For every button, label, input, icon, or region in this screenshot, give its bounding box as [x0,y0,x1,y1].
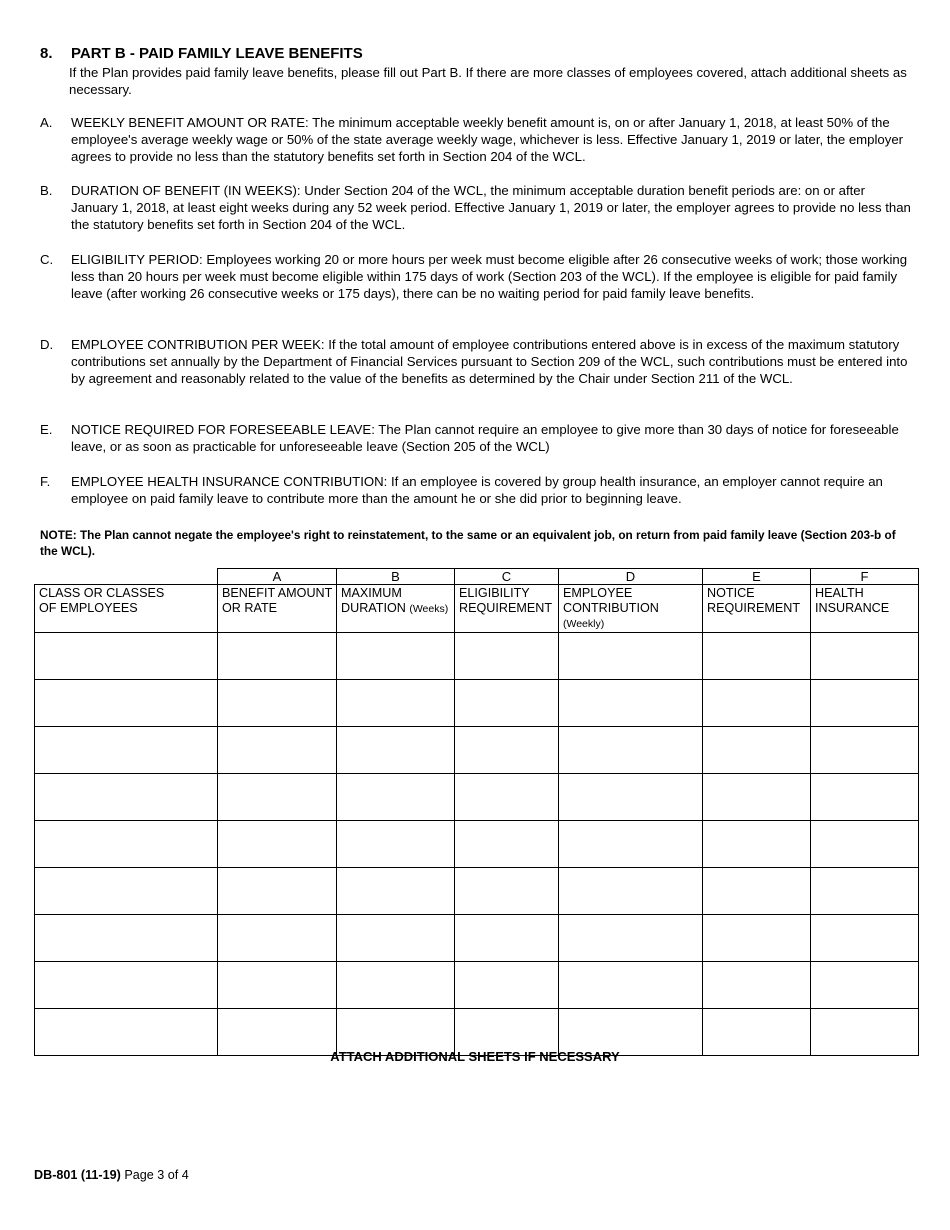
benefit-amount-cell[interactable] [218,727,337,774]
table-row [35,821,919,868]
reinstatement-note: NOTE: The Plan cannot negate the employee's right to reinstatement, to the same or an equivalent job, on return from paid family leave (Section 203-b of the WCL). [40,528,896,558]
benefit-amount-cell[interactable] [218,915,337,962]
eligibility-cell[interactable] [455,821,559,868]
eligibility-cell[interactable] [455,962,559,1009]
item-letter: E. [40,422,53,437]
health-insurance-cell[interactable] [811,821,919,868]
eligibility-cell[interactable] [455,774,559,821]
max-duration-cell[interactable] [337,915,455,962]
item-text: NOTICE REQUIRED FOR FORESEEABLE LEAVE: The Plan cannot require an employee to give more than 30 days of notice for foreseeable leave, or as soon as practicable for unforeseeable leave (Section 205 of the WCL) [71,422,899,454]
benefits-table [34,568,919,1056]
item-a [40,114,912,165]
notice-cell[interactable] [703,915,811,962]
employee-contribution-cell[interactable] [559,633,703,680]
employee-contribution-cell[interactable] [559,821,703,868]
column-letter-b: B [337,569,455,585]
eligibility-cell[interactable] [455,680,559,727]
table-row [35,915,919,962]
section-title: PART B - PAID FAMILY LEAVE BENEFITS [71,45,363,62]
benefit-amount-cell[interactable] [218,633,337,680]
benefit-amount-cell[interactable] [218,962,337,1009]
benefit-amount-cell[interactable] [218,868,337,915]
column-letter-e: E [703,569,811,585]
item-f [40,473,912,507]
eligibility-cell[interactable] [455,915,559,962]
column-letter-d: D [559,569,703,585]
class-cell[interactable] [35,774,218,821]
item-text: WEEKLY BENEFIT AMOUNT OR RATE: The minimum acceptable weekly benefit amount is, on or after January 1, 2018, at least 50% of the employee's average weekly wage or 50% of the state average weekly wage, whichever is less. Effective January 1, 2019 or later, the employer agrees to provide no less than the statutory benefits set forth in Section 204 of the WCL. [71,115,904,164]
table-row [35,680,919,727]
item-letter: A. [40,115,53,130]
item-e [40,421,912,455]
section-heading [40,45,363,62]
header-benefit-amount [218,585,337,633]
table-row [35,633,919,680]
header-employee-contribution [559,585,703,633]
health-insurance-cell[interactable] [811,774,919,821]
notice-cell[interactable] [703,633,811,680]
page-number: Page 3 of 4 [124,1168,189,1182]
blank-corner-cell [35,569,218,585]
column-header-row [35,585,919,633]
item-text: EMPLOYEE CONTRIBUTION PER WEEK: If the total amount of employee contributions entered above is in excess of the maximum statutory contributions set annually by the Department of Financial Services pursuant to Section 209 of the WCL, such contributions must be entered into by agreement and reasonably related to the value of the benefits as determined by the Chair under Section 211 of the WCL. [71,337,908,386]
max-duration-cell[interactable] [337,821,455,868]
item-text: EMPLOYEE HEALTH INSURANCE CONTRIBUTION: If an employee is covered by group health insurance, an employer cannot require an employee on paid family leave to contribute more than the amount he or she did prior to beginning leave. [71,474,883,506]
header-max-duration [337,585,455,633]
health-insurance-cell[interactable] [811,962,919,1009]
benefit-amount-cell[interactable] [218,821,337,868]
notice-cell[interactable] [703,727,811,774]
table-row [35,774,919,821]
header-line1: MAXIMUM [341,586,402,600]
employee-contribution-cell[interactable] [559,962,703,1009]
header-class [35,585,218,633]
item-letter: C. [40,252,54,267]
item-b [40,182,912,233]
notice-cell[interactable] [703,962,811,1009]
header-class-line2: OF EMPLOYEES [39,601,138,615]
header-line1: BENEFIT AMOUNT [222,586,333,600]
class-cell[interactable] [35,727,218,774]
benefit-amount-cell[interactable] [218,680,337,727]
header-eligibility [455,585,559,633]
max-duration-cell[interactable] [337,727,455,774]
column-letter-f: F [811,569,919,585]
health-insurance-cell[interactable] [811,633,919,680]
notice-cell[interactable] [703,774,811,821]
employee-contribution-cell[interactable] [559,680,703,727]
header-class-line1: CLASS OR CLASSES [39,586,165,600]
employee-contribution-cell[interactable] [559,774,703,821]
eligibility-cell[interactable] [455,633,559,680]
health-insurance-cell[interactable] [811,915,919,962]
header-notice [703,585,811,633]
notice-cell[interactable] [703,868,811,915]
page-footer [34,1168,189,1182]
column-letter-row [35,569,919,585]
table-row [35,962,919,1009]
class-cell[interactable] [35,633,218,680]
column-letter-a: A [218,569,337,585]
item-text: DURATION OF BENEFIT (IN WEEKS): Under Section 204 of the WCL, the minimum acceptable duration benefit periods are: on or after January 1, 2018, at least eight weeks during any 52 week period. Effective January 1, 2019 or later, the employer agrees to provide no less than the statutory benefits set forth in Section 204 of the WCL. [71,183,911,232]
max-duration-cell[interactable] [337,633,455,680]
item-letter: F. [40,474,51,489]
item-c [40,251,912,302]
item-d [40,336,912,387]
class-cell[interactable] [35,680,218,727]
benefit-amount-cell[interactable] [218,774,337,821]
header-unit: (Weekly) [563,618,605,630]
table-row [35,727,919,774]
health-insurance-cell[interactable] [811,727,919,774]
max-duration-cell[interactable] [337,680,455,727]
class-cell[interactable] [35,868,218,915]
attach-sheets-note: ATTACH ADDITIONAL SHEETS IF NECESSARY [330,1049,620,1064]
header-line2: INSURANCE [815,601,890,615]
health-insurance-cell[interactable] [811,680,919,727]
header-line1: NOTICE [707,586,755,600]
section-number: 8. [40,45,53,62]
table-row [35,868,919,915]
item-text: ELIGIBILITY PERIOD: Employees working 20 or more hours per week must become eligible after 26 consecutive weeks of work; those working less than 20 hours per week must become eligible within 175 days of work (Section 203 of the WCL). If the employee is eligible for paid family leave (after working 26 consecutive weeks or 175 days), there can be no waiting period for paid family leave benefits. [71,252,908,301]
eligibility-cell[interactable] [455,727,559,774]
employee-contribution-cell[interactable] [559,915,703,962]
item-letter: D. [40,337,54,352]
max-duration-cell[interactable] [337,868,455,915]
header-line1: EMPLOYEE [563,586,633,600]
header-unit: (Weeks) [409,603,449,615]
notice-cell[interactable] [703,821,811,868]
employee-contribution-cell[interactable] [559,727,703,774]
header-line2: REQUIREMENT [459,601,553,615]
class-cell[interactable] [35,962,218,1009]
header-line2: DURATION [341,601,406,615]
employee-contribution-cell[interactable] [559,868,703,915]
column-letter-c: C [455,569,559,585]
header-line2: REQUIREMENT [707,601,801,615]
form-id: DB-801 (11-19) [34,1168,121,1182]
class-cell[interactable] [35,915,218,962]
notice-cell[interactable] [703,680,811,727]
header-line2: CONTRIBUTION [563,601,659,615]
health-insurance-cell[interactable] [811,868,919,915]
class-cell[interactable] [35,821,218,868]
section-intro: If the Plan provides paid family leave benefits, please fill out Part B. If there are more classes of employees covered, attach additional sheets as necessary. [69,65,907,97]
max-duration-cell[interactable] [337,774,455,821]
max-duration-cell[interactable] [337,962,455,1009]
header-line1: HEALTH [815,586,864,600]
item-letter: B. [40,183,53,198]
header-line1: ELIGIBILITY [459,586,530,600]
header-line2: OR RATE [222,601,278,615]
eligibility-cell[interactable] [455,868,559,915]
header-health-insurance [811,585,919,633]
